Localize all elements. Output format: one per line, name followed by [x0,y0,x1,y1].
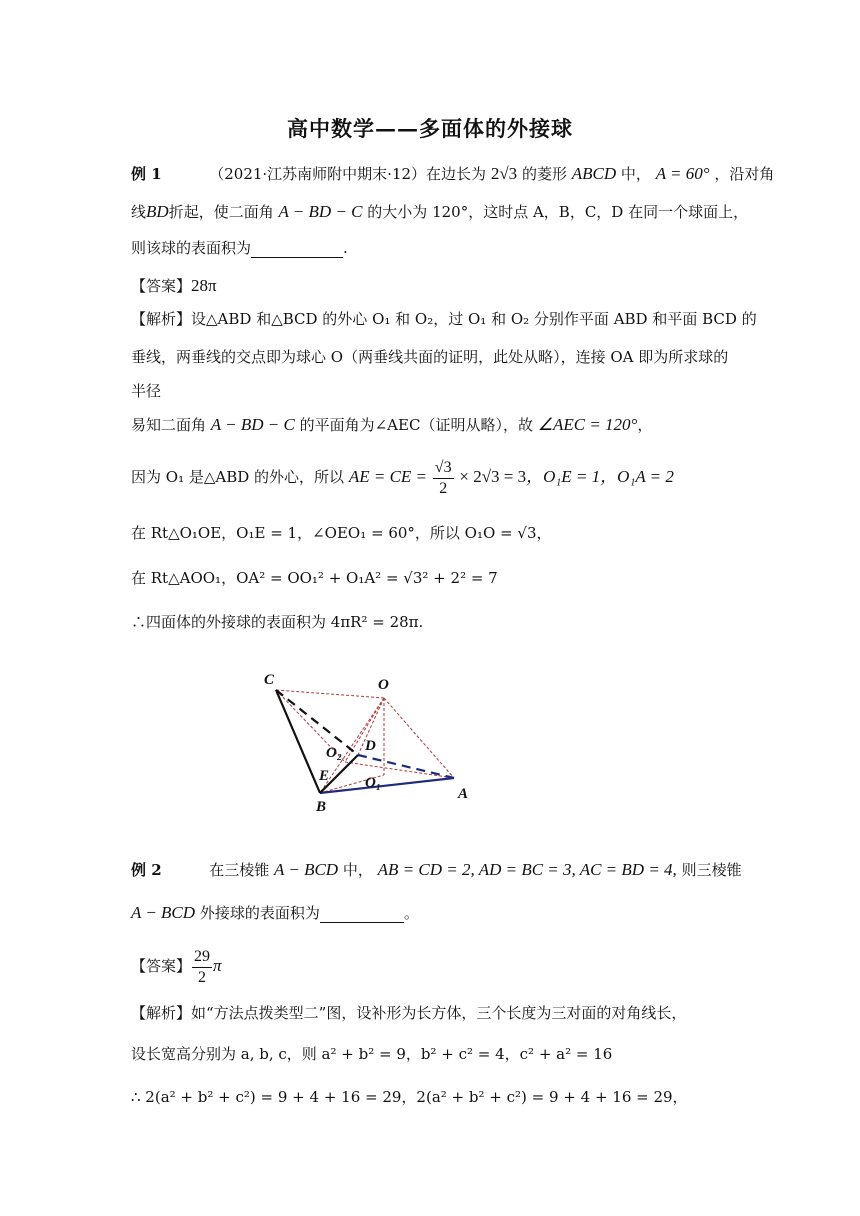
ex2-analysis-3 [131,1087,688,1107]
page-title: 高中数学——多面体的外接球 [287,116,573,141]
analysis-text: 易知二面角 [131,416,207,434]
ex2-label: 例 2 [131,861,162,879]
fraction-numerator: 29 [192,949,212,968]
fraction-denominator: 2 [439,479,448,497]
analysis-text: 因为 O₁ 是△ABD 的外心，所以 [131,468,345,486]
fraction [433,460,454,497]
analysis-math: ∠AEC = 120° [537,415,638,434]
ex2-line-2 [131,903,419,923]
ex2-text: 则三棱锥 [681,861,742,879]
ex1-text: 的菱形 [521,165,567,183]
ex1-analysis-8 [131,612,423,632]
ex2-question: 外接球的表面积为 [199,904,320,922]
label-c: C [264,672,275,688]
ex2-answer [131,946,222,986]
analysis-text: ， [637,416,653,434]
ex2-text: 。 [403,904,419,922]
ex1-dihedral: A − BD − C [278,202,363,221]
ex2-analysis-2 [131,1044,612,1064]
label-o: O [378,677,389,693]
ex1-text: ，沿对角 [714,165,775,183]
answer-blank [320,922,404,923]
label-o1: O₁ [365,775,382,791]
tetrahedron-figure [250,660,490,820]
ex1-angle: A = 60° [655,164,710,183]
ex1-analysis-4 [131,415,652,435]
ex2-math: A − BCD [274,860,339,879]
ex1-side-length: 2√3 [490,164,518,183]
edge-ba [320,778,454,793]
edge-cb [276,690,320,793]
ex1-text: 折起，使二面角 [168,203,274,221]
ex1-text: 线 [131,203,147,221]
analysis-text: 如“方法点拨类型二”图，设补形为长方体，三个长度为三对面的对角线长， [191,1004,687,1022]
analysis-text: 在 Rt△AOO₁，OA² = OO₁² + O₁A² = √3² + 2² = 7 [131,569,498,587]
ex1-analysis-7 [131,568,498,588]
label-b: B [316,799,327,815]
label-d: D [365,738,376,754]
analysis-text: 的平面角为∠AEC（证明从略），故 [299,416,533,434]
analysis-math: A − BD − C [210,415,295,434]
ex1-line-3 [131,238,348,258]
ex1-text: . [343,239,348,257]
ex1-question: 则该球的表面积为 [131,239,252,257]
ex1-bd: BD [146,202,169,221]
fraction-numerator: √3 [433,460,454,479]
ex1-analysis-5 [131,458,674,497]
analysis-math: AE = CE = [348,467,428,486]
analysis-label: 【解析】 [131,310,192,328]
ex1-analysis-6 [131,523,552,543]
line-ea [345,762,454,778]
line-oa [384,698,454,778]
label-o2: O₂ [326,745,343,761]
analysis-text: 设△ABD 和△BCD 的外心 O₁ 和 O₂，过 O₁ 和 O₂ 分别作平面 ABD 和平面 BCD 的 [191,310,757,328]
answer-label: 【答案】 [131,277,192,295]
analysis-text: 设长宽高分别为 a, b, c，则 a² + b² = 9，b² + c² = 4，c² + a² = 16 [131,1045,613,1063]
fraction-denominator: 2 [198,968,207,986]
ex1-line-2 [131,202,748,222]
ex1-quad: ABCD [571,164,617,183]
answer-value: 28π [191,276,217,295]
ex1-analysis-2 [131,347,728,367]
line-oc [276,690,384,698]
analysis-text: 半径 [131,382,162,400]
ex1-text: 中， [620,165,651,183]
ex1-analysis-3 [131,381,161,401]
ex2-text: 中， [342,861,373,879]
ex1-label: 例 1 [131,165,162,183]
ex2-math: AB = CD = 2, AD = BC = 3, AC = BD = 4, [377,860,677,879]
ex1-line-1 [131,164,774,184]
analysis-text: 垂线，两垂线的交点即为球心 O（两垂线共面的证明，此处从略），连接 OA 即为所求球的 [131,348,729,366]
answer-label: 【答案】 [131,957,192,975]
ex1-analysis-1 [131,309,757,329]
answer-fraction [192,949,212,986]
ex2-text: 在三棱锥 [209,861,270,879]
edge-cd-hidden [276,690,358,755]
ex1-source: （2021·江苏南师附中期末·12）在边长为 [209,165,487,183]
analysis-math: ，O₁E = 1，O₁A = 2 [526,467,674,486]
label-e: E [319,768,330,784]
label-a: A [458,786,469,802]
analysis-math: × 2√3 = 3 [459,467,527,486]
ex1-text: 的大小为 120°，这时点 A，B，C，D 在同一个球面上， [367,203,749,221]
ex2-line-1 [131,860,742,880]
analysis-label: 【解析】 [131,1004,192,1022]
ex1-answer [131,276,217,296]
answer-pi: π [213,956,222,975]
analysis-text: ∴ 2(a² + b² + c²) = 9 + 4 + 16 = 29，2(a² + b² + c²) = 9 + 4 + 16 = 29， [131,1088,688,1106]
analysis-text: ∴四面体的外接球的表面积为 4πR² = 28π. [131,613,424,631]
ex2-math: A − BCD [131,903,196,922]
answer-blank [251,257,343,258]
analysis-text: 在 Rt△O₁OE，O₁E = 1，∠OEO₁ = 60°，所以 O₁O = √3， [131,524,552,542]
ex2-analysis-1 [131,1003,686,1023]
